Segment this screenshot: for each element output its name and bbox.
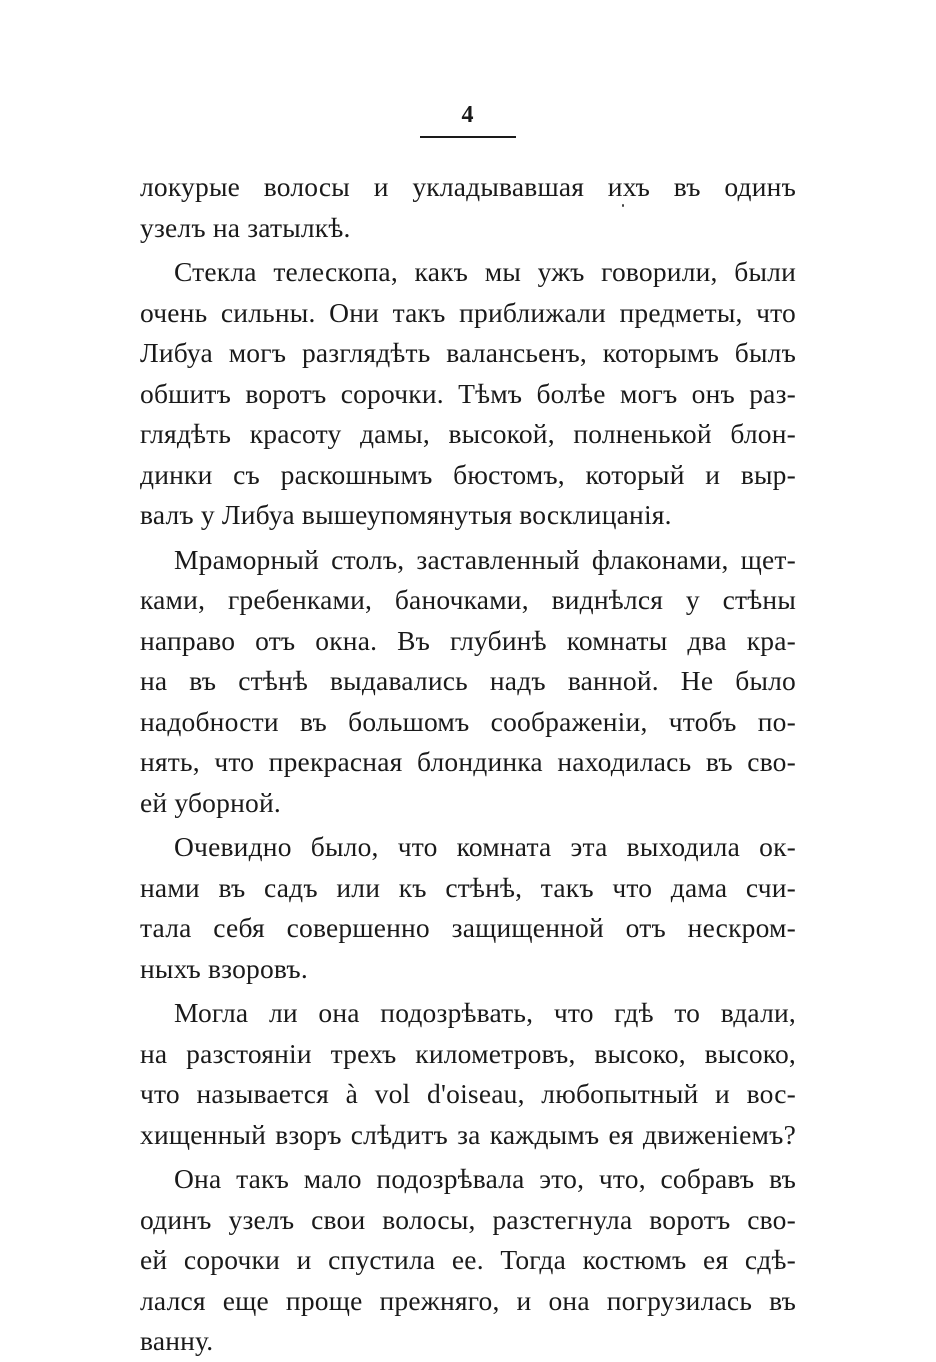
text-line: нять, что прекрасная блондинка находилась въ сво- [140,746,796,777]
paragraph [140,827,796,989]
text-line: валъ у Либуа вышеупомянутыя восклицанія. [140,499,672,530]
text-line: локурые волосы и укладывавшая ихъ въ одинъ [140,171,796,202]
text-line: нами въ садъ или къ стѣнѣ, такъ что дама счи- [140,871,796,903]
text-line: на въ стѣнѣ выдавались надъ ванной. Не было [140,665,796,696]
text-line: Мраморный столъ, заставленный флаконами, щет- [174,543,796,575]
text-line: глядѣть красоту дамы, высокой, полненькой блон- [140,418,796,449]
paragraph [140,540,796,824]
paragraph [140,993,796,1155]
text-line: очень сильны. Они такъ приближали предметы, что [140,296,796,328]
page-number: 4 [461,102,475,128]
text-line: ей сорочки и спустила ее. Тогда костюмъ ея сдѣ- [140,1244,796,1275]
text-line: обшитъ воротъ сорочки. Тѣмъ болѣе могъ онъ раз- [140,377,796,409]
text-line: ками, гребенками, баночками, виднѣлся у стѣны [140,584,796,615]
text-line: узелъ на затылкѣ. [140,211,351,243]
header-rule [420,136,516,138]
text-line: ныхъ взоровъ. [140,952,308,984]
text-line: ванну. [140,1325,214,1356]
paragraph [140,252,796,536]
text-line: Либуа могъ разглядѣть валансьенъ, которымъ былъ [140,337,796,368]
text-line: Могла ли она подозрѣвать, что гдѣ то вдали, [174,997,796,1028]
text-line: ей уборной. [140,786,281,818]
text-line: лался еще проще прежняго, и она погрузилась въ [140,1284,796,1316]
text-line: тала себя совершенно защищенной отъ нескром- [140,912,796,943]
paragraph [140,167,796,248]
text-line: надобности въ большомъ соображеніи, чтобъ по- [140,705,796,737]
body-text [140,167,796,1362]
text-line: Она такъ мало подозрѣвала это, что, собравъ въ [174,1163,796,1194]
text-line: Очевидно было, что комната эта выходила ок- [174,831,796,862]
text-line: что называется à vol d'oiseau, любопытный и вос- [140,1078,796,1109]
text-line: направо отъ окна. Въ глубинѣ комнаты два кра- [140,624,796,656]
text-line: Стекла телескопа, какъ мы ужъ говорили, были [174,256,796,287]
text-line: на разстояніи трехъ километровъ, высоко, высоко, [140,1037,796,1069]
text-line: одинъ узелъ свои волосы, разстегнула воротъ сво- [140,1203,796,1235]
text-line: хищенный взоръ слѣдитъ за каждымъ ея движеніемъ? [140,1118,796,1150]
paragraph [140,1159,796,1362]
text-line: динки съ раскошнымъ бюстомъ, который и выр- [140,458,796,490]
